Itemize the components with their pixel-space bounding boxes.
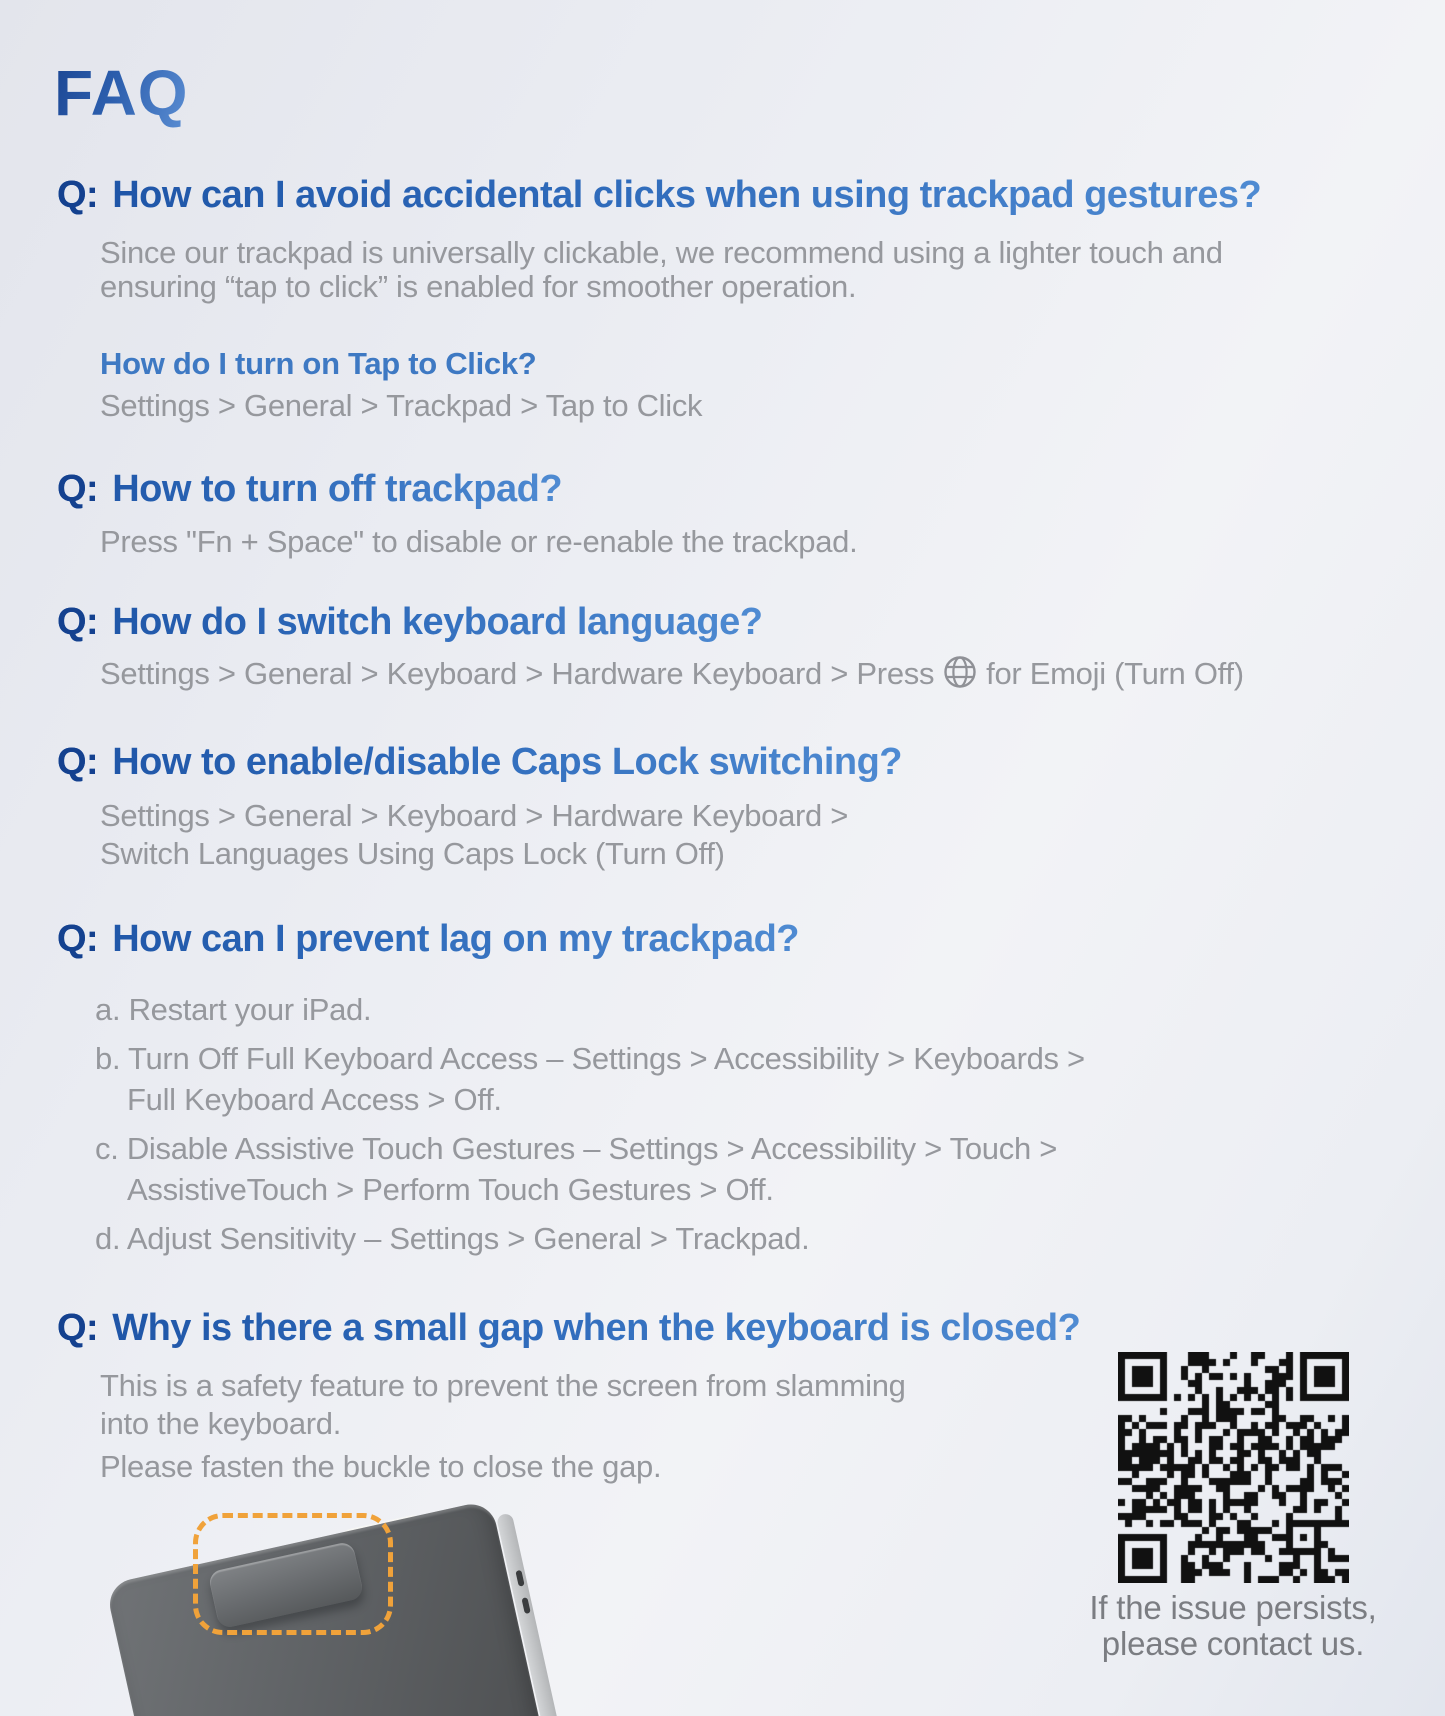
- globe-icon: [942, 654, 978, 697]
- question-heading-3: [57, 601, 762, 644]
- answer-line: Settings > General > Keyboard > Hardware Keyboard >: [100, 798, 849, 833]
- answer-2: Press "Fn + Space" to disable or re-enable the trackpad.: [100, 524, 858, 559]
- question-heading-2: [57, 468, 562, 511]
- contact-note: [1033, 1590, 1433, 1662]
- sub-question-1: How do I turn on Tap to Click?: [100, 346, 537, 381]
- answer-6-note: Please fasten the buckle to close the gap.: [100, 1449, 662, 1484]
- list-item: [95, 1038, 1085, 1120]
- settings-path-1: Settings > General > Trackpad > Tap to Click: [100, 388, 703, 423]
- list-item: [95, 989, 1085, 1030]
- question-heading-1: [57, 174, 1261, 217]
- q-prefix: Q:: [57, 601, 99, 643]
- answer-line: This is a safety feature to prevent the screen from slamming: [100, 1368, 906, 1403]
- list-line: d. Adjust Sensitivity – Settings > General > Trackpad.: [95, 1221, 810, 1256]
- q-prefix: Q:: [57, 741, 99, 783]
- question-heading-6: [57, 1307, 1080, 1350]
- list-item: [95, 1128, 1085, 1210]
- answer-4: [100, 797, 848, 873]
- settings-path-3: [100, 654, 1244, 697]
- answer-line: into the keyboard.: [100, 1406, 342, 1441]
- question-title: How to enable/disable Caps Lock switching?: [112, 741, 903, 783]
- question-title: How can I prevent lag on my trackpad?: [112, 918, 800, 960]
- list-line: AssistiveTouch > Perform Touch Gestures > Off.: [127, 1172, 774, 1207]
- contact-line: please contact us.: [1101, 1625, 1365, 1662]
- answer-1: [100, 236, 1223, 304]
- buckle-highlight-box: [193, 1513, 393, 1635]
- page-title: FAQ: [54, 57, 189, 129]
- contact-line: If the issue persists,: [1089, 1589, 1377, 1626]
- list-line: c. Disable Assistive Touch Gestures – Settings > Accessibility > Touch >: [95, 1131, 1057, 1166]
- q-prefix: Q:: [57, 468, 99, 510]
- list-line: Full Keyboard Access > Off.: [127, 1082, 502, 1117]
- q-prefix: Q:: [57, 174, 99, 216]
- question-title: How to turn off trackpad?: [112, 468, 563, 510]
- list-item: [95, 1218, 1085, 1259]
- question-heading-4: [57, 741, 902, 784]
- answer-line: ensuring “tap to click” is enabled for smoother operation.: [100, 269, 857, 304]
- question-heading-5: [57, 918, 799, 961]
- list-line: b. Turn Off Full Keyboard Access – Settings > Accessibility > Keyboards >: [95, 1041, 1085, 1076]
- path-after: for Emoji (Turn Off): [986, 656, 1244, 691]
- list-line: a. Restart your iPad.: [95, 992, 372, 1027]
- side-button: [521, 1597, 530, 1614]
- answer-5-list: [95, 989, 1085, 1267]
- side-button: [515, 1570, 524, 1587]
- path-before: Settings > General > Keyboard > Hardware Keyboard > Press: [100, 656, 935, 691]
- qr-code: [1118, 1352, 1349, 1583]
- question-title: Why is there a small gap when the keyboard is closed?: [112, 1307, 1081, 1349]
- q-prefix: Q:: [57, 918, 99, 960]
- answer-6: [100, 1367, 906, 1443]
- question-title: How can I avoid accidental clicks when using trackpad gestures?: [112, 174, 1262, 216]
- question-title: How do I switch keyboard language?: [112, 601, 763, 643]
- q-prefix: Q:: [57, 1307, 99, 1349]
- answer-line: Switch Languages Using Caps Lock (Turn Off): [100, 836, 725, 871]
- answer-line: Since our trackpad is universally clickable, we recommend using a lighter touch and: [100, 235, 1223, 270]
